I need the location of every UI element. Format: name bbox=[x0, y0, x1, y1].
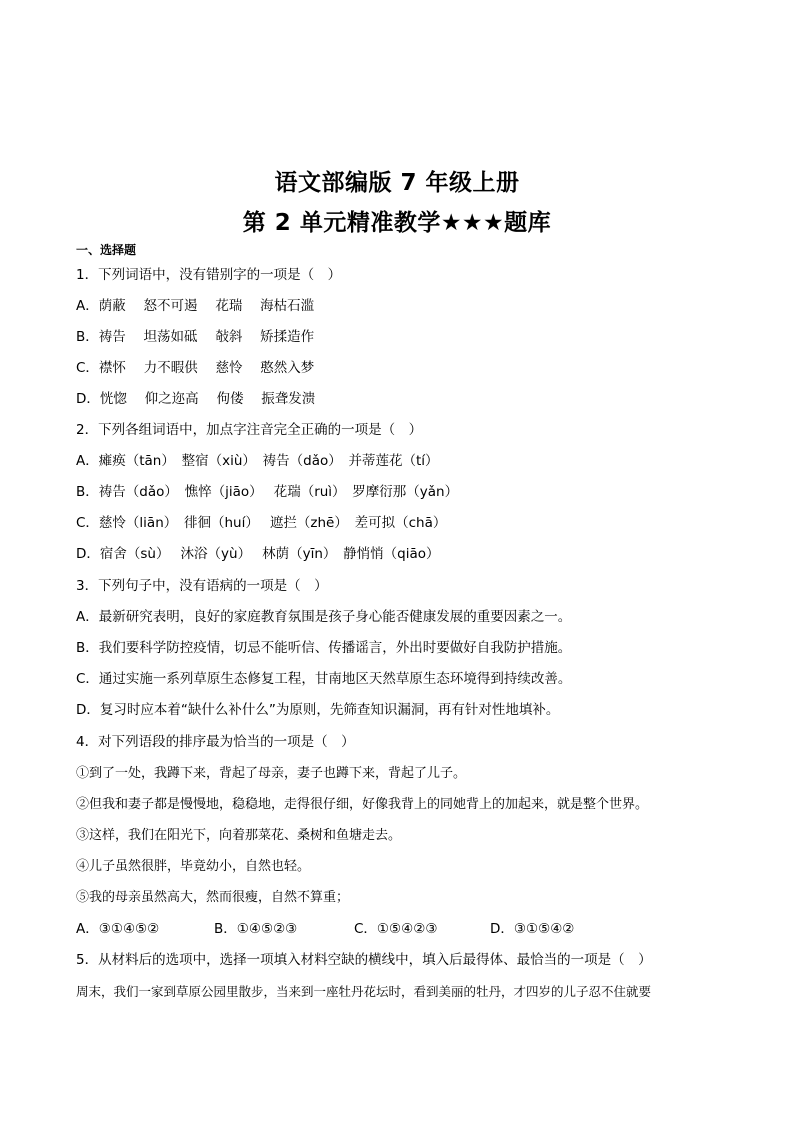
q1-option-b: B．祷告 坦荡如砥 敧斜 矫揉造作 bbox=[76, 329, 315, 345]
q5-material: 周末，我们一家到草原公园里散步，当来到一座牡丹花坛时，看到美丽的牡丹，才四岁的儿子忍不住就要 bbox=[76, 984, 652, 999]
page-title-line1: 语文部编版 7 年级上册 bbox=[274, 170, 520, 196]
q3-option-b: B．我们要科学防控疫情，切忌不能听信、传播谣言，外出时要做好自我防护措施。 bbox=[76, 640, 572, 656]
q4-option-a: A．③①④⑤② bbox=[76, 921, 160, 937]
q3-stem: 3．下列句子中，没有语病的一项是（ ） bbox=[76, 578, 328, 594]
q4-sentence-2: ②但我和妻子都是慢慢地，稳稳地，走得很仔细，好像我背上的同她背上的加起来，就是整个世界。 bbox=[76, 797, 649, 812]
q1-option-d: D．恍惚 仰之迩高 佝偻 振聋发溃 bbox=[76, 391, 316, 407]
q2-option-b: B．祷告（dǎo） 憔悴（jiāo） 花瑞（ruì） 罗摩衍那（yǎn） bbox=[76, 484, 459, 500]
q3-option-a: A．最新研究表明，良好的家庭教育氛围是孩子身心能否健康发展的重要因素之一。 bbox=[76, 609, 572, 625]
q3-option-d: D．复习时应本着“缺什么补什么”为原则，先筛查知识漏洞，再有针对性地填补。 bbox=[76, 702, 560, 718]
q4-option-b: B．①④⑤②③ bbox=[214, 921, 298, 937]
q4-sentence-4: ④儿子虽然很胖，毕竟幼小，自然也轻。 bbox=[76, 859, 311, 874]
q4-sentence-5: ⑤我的母亲虽然高大，然而很瘦，自然不算重； bbox=[76, 890, 350, 905]
q4-stem: 4．对下列语段的排序最为恰当的一项是（ ） bbox=[76, 734, 355, 750]
q1-stem: 1．下列词语中，没有错别字的一项是（ ） bbox=[76, 267, 342, 283]
q2-stem: 2．下列各组词语中，加点字注音完全正确的一项是（ ） bbox=[76, 422, 423, 438]
q4-sentence-3: ③这样，我们在阳光下，向着那菜花、桑树和鱼塘走去。 bbox=[76, 828, 402, 843]
q1-option-c: C．襟怀 力不暇供 慈怜 憨然入梦 bbox=[76, 360, 315, 376]
q2-option-c: C．慈怜（liān） 徘徊（huí） 遮拦（zhē） 差可拟（chā） bbox=[76, 515, 447, 531]
q3-option-c: C．通过实施一系列草原生态修复工程，甘南地区天然草原生态环境得到持续改善。 bbox=[76, 671, 572, 687]
q2-option-a: A．瘫痪（tān） 整宿（xiù） 祷告（dǎo） 并蒂莲花（tí） bbox=[76, 453, 439, 469]
q4-option-d: D．③①⑤④② bbox=[490, 921, 575, 937]
q4-options bbox=[76, 920, 574, 938]
q2-option-d: D．宿舍（sù） 沐浴（yù） 林荫（yīn） 静悄悄（qiāo） bbox=[76, 546, 440, 562]
q4-sentence-1: ①到了一处，我蹲下来，背起了母亲，妻子也蹲下来，背起了儿子。 bbox=[76, 766, 467, 781]
q5-stem: 5．从材料后的选项中，选择一项填入材料空缺的横线中，填入后最得体、最恰当的一项是（ ） bbox=[76, 952, 652, 968]
section-heading: 一、选择题 bbox=[76, 243, 137, 257]
page-title-line2: 第 2 单元精准教学★★★题库 bbox=[242, 210, 552, 236]
q4-option-c: C．①⑤④②③ bbox=[354, 921, 438, 937]
q1-option-a: A．荫蔽 怒不可遏 花瑞 海枯石滥 bbox=[76, 298, 315, 314]
